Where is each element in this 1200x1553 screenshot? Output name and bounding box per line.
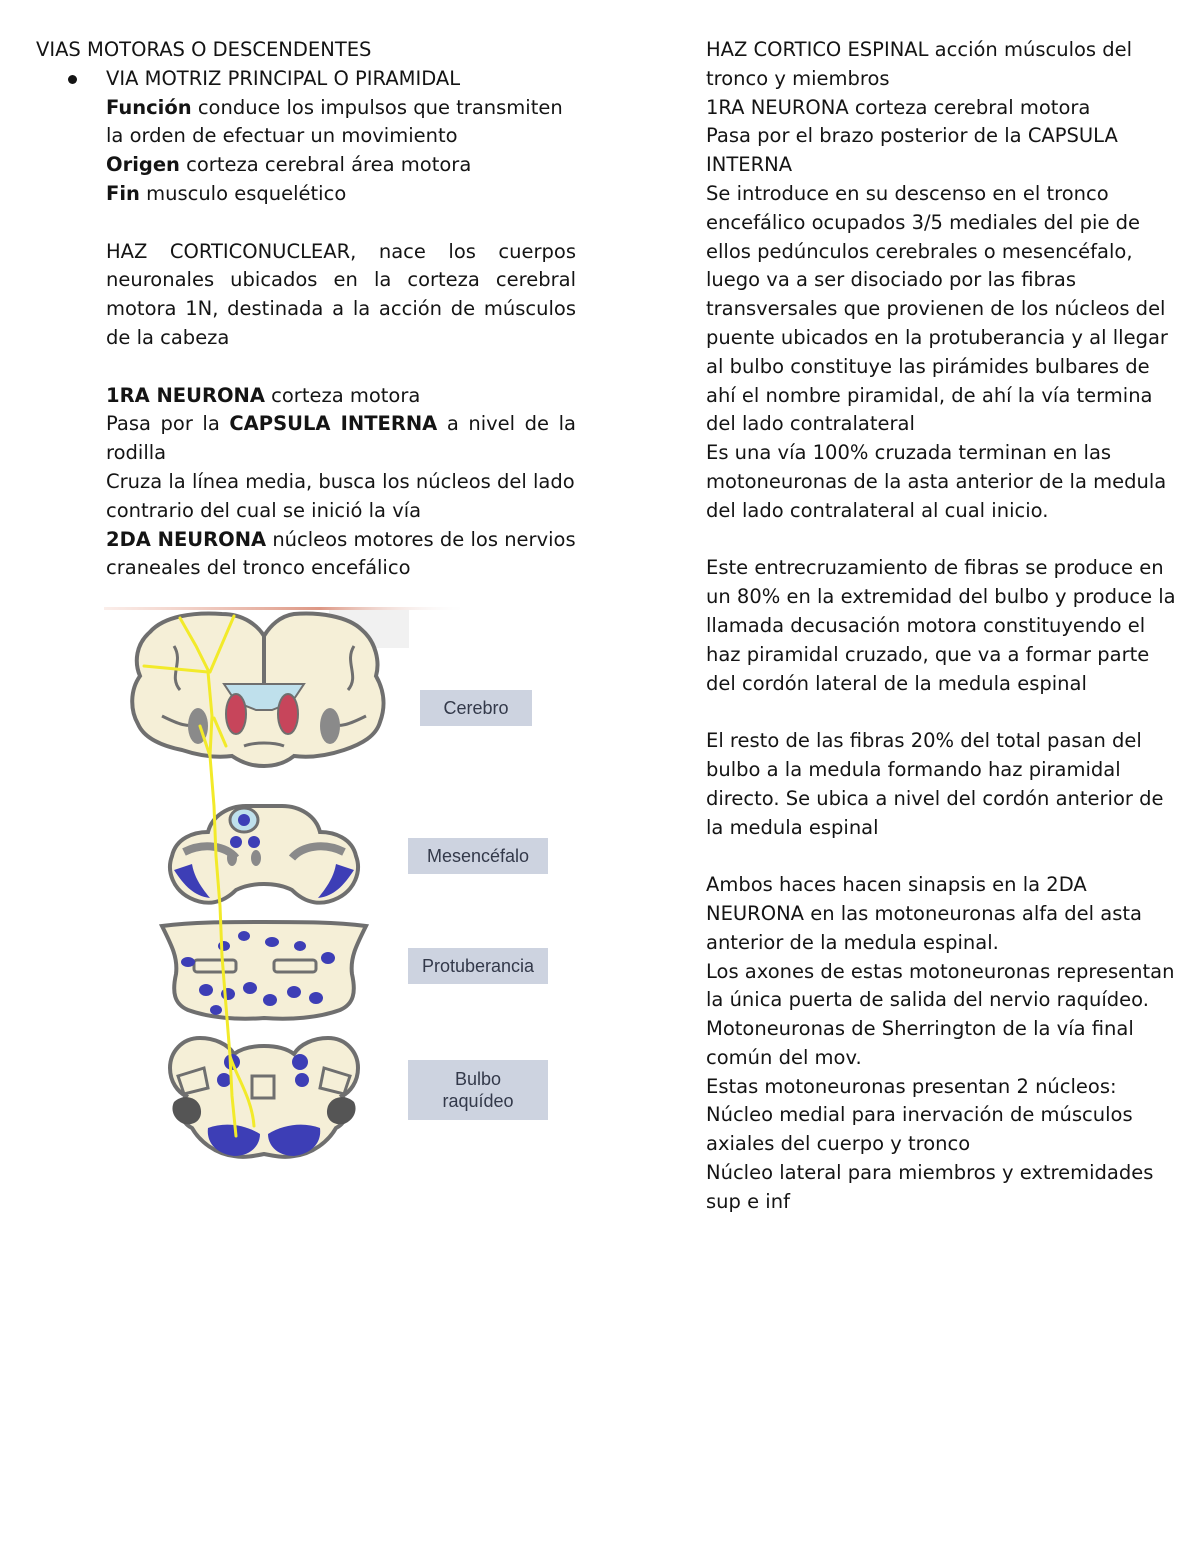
funcion-line [106, 94, 576, 152]
label-mesencefalo-text: Mesencéfalo [426, 846, 530, 866]
capsula-line-right: Pasa por el brazo posterior de la CAPSULA INTERNA [706, 124, 1118, 177]
sinapsis-paragraph: Ambos haces hacen sinapsis en la 2DA NEURONA en las motoneuronas alfa del asta anterior de la medula espinal. [706, 873, 1142, 954]
corticonuclear-paragraph: HAZ CORTICONUCLEAR, nace los cuerpos neuronales ubicados en la corteza cerebral motora 1N, destinada a la acción de músculos de la cabeza [106, 239, 576, 349]
bulbo-section [170, 1038, 358, 1157]
label-mesencefalo [408, 838, 548, 874]
nucleo-medial-line: Núcleo medial para inervación de músculos axiales del cuerpo y tronco [706, 1103, 1133, 1156]
capsula-post: a nivel de la rodilla [106, 412, 576, 465]
origen-line [106, 151, 576, 180]
funcion-text: conduce los impulsos que transmiten la orden de efectuar un movimiento [106, 95, 563, 148]
nucleos-line: Estas motoneuronas presentan 2 núcleos: [706, 1074, 1117, 1098]
fin-line [106, 180, 576, 209]
cruza-line: Cruza la línea media, busca los núcleos del lado contrario del cual se inició la vía [106, 469, 575, 522]
haz-corticoespinal-heading: HAZ CORTICO ESPINAL acción músculos del tronco y miembros [706, 38, 1133, 90]
cruzada-paragraph: Es una vía 100% cruzada terminan en las motoneuronas de la asta anterior de la medula del lado contralateral al cual inicio. [706, 441, 1167, 522]
resto-fibras-paragraph: El resto de las fibras 20% del total pasan del bulbo a la medula formando haz piramidal directo. Se ubica a nivel del cordón anterior de la medula espinal [706, 729, 1164, 839]
top-rule [104, 607, 464, 610]
pyramidal-pathway-figure [104, 606, 564, 1162]
nucleo-lateral-line: Núcleo lateral para miembros y extremidades sup e inf [706, 1161, 1154, 1213]
left-column [36, 36, 576, 583]
page-title: VIAS MOTORAS O DESCENDENTES [36, 38, 372, 61]
label-bulbo-text: Bulbo raquídeo [442, 1069, 514, 1111]
neurona1-line [106, 382, 576, 411]
label-cerebro [420, 690, 532, 726]
fin-text: musculo esquelético [139, 181, 347, 205]
neurona2-line [106, 526, 576, 584]
bullet-item [36, 65, 576, 94]
entrecruzamiento-paragraph: Este entrecruzamiento de fibras se produce en un 80% en la extremidad del bulbo y produce la llamada decusación motora constituyendo el haz piramidal cruzado, que va a formar parte del cordón lateral de la medula espinal [706, 556, 1176, 695]
protuberancia-section [162, 922, 366, 1019]
capsula-line [106, 410, 576, 468]
origen-label: Origen [106, 153, 180, 177]
label-bulbo [408, 1060, 548, 1120]
neurona1-label: 1RA NEURONA [106, 383, 265, 407]
descenso-paragraph: Se introduce en su descenso en el tronco encefálico ocupados 3/5 mediales del pie de ellos pedúnculos cerebrales o mesencéfalo, luego va a ser disociado por las fibras transversales que provienen de los núcleos del puente ubicados en la protuberancia y al llegar al bulbo constituye las pirámides bulbares de ahí el nombre piramidal, de ahí la vía termina del lado contralateral [706, 181, 1168, 436]
right-column [706, 36, 1176, 1217]
definition-block [36, 94, 576, 584]
label-protuberancia [408, 948, 548, 984]
neurona1-line-right: 1RA NEURONA corteza cerebral motora [706, 95, 1091, 119]
bullet-text: VIA MOTRIZ PRINCIPAL O PIRAMIDAL [106, 66, 461, 90]
capsula-label: CAPSULA INTERNA [229, 412, 438, 436]
neurona1-text: corteza motora [264, 383, 421, 407]
neurona2-label: 2DA NEURONA [106, 527, 267, 551]
sherrington-line: Motoneuronas de Sherrington de la vía final común del mov. [706, 1017, 1134, 1069]
cerebro-section [132, 614, 383, 766]
origen-text: corteza cerebral área motora [179, 153, 472, 177]
bullet-dot-icon [68, 75, 77, 84]
label-protuberancia-text: Protuberancia [421, 956, 535, 976]
axones-paragraph: Los axones de estas motoneuronas representan la única puerta de salida del nervio raquídeo. [706, 959, 1175, 1012]
mesencefalo-section [170, 806, 358, 903]
funcion-label: Función [106, 95, 192, 119]
neurona2-text: núcleos motores de los nervios craneales del tronco encefálico [106, 527, 576, 580]
capsula-pre: Pasa por la [106, 412, 230, 436]
fin-label: Fin [106, 181, 140, 205]
label-cerebro-text: Cerebro [443, 698, 509, 718]
